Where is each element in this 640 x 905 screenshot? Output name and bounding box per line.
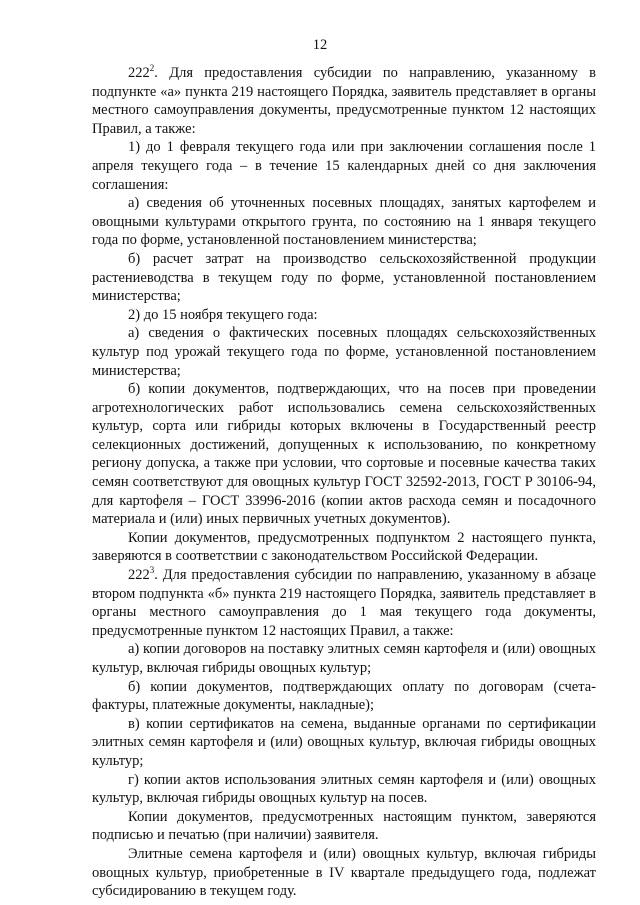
section-number: 222 bbox=[128, 65, 150, 81]
section-intro bbox=[92, 566, 596, 640]
list-item: а) копии договоров на поставку элитных семян картофеля и (или) овощных культур, включая гибриды овощных культур; bbox=[92, 641, 596, 676]
section-number-superscript: 3 bbox=[149, 565, 155, 576]
closing-paragraph: Копии документов, предусмотренных настоящим пунктом, заверяются подписью и печатью (при наличии) заявителя. bbox=[92, 808, 596, 844]
list-item: б) копии документов, подтверждающих оплату по договорам (счета-фактуры, платежные документы, накладные); bbox=[92, 678, 596, 714]
section-number-superscript: 2 bbox=[149, 63, 155, 73]
list-item: в) копии сертификатов на семена, выданные органами по сертификации элитных семян картофеля и (или) овощных культур, включая гибриды овощных культур; bbox=[92, 715, 596, 769]
list-item: а) сведения об уточненных посевных площадях, занятых картофелем и овощными культурами открытого грунта, по состоянию на 1 января текущего года по форме, установленной постановлением министерства; bbox=[92, 195, 596, 249]
section-intro bbox=[92, 64, 596, 138]
list-item: б) расчет затрат на производство сельскохозяйственной продукции растениеводства в текущем году по форме, установленной постановлением министерства; bbox=[92, 250, 596, 305]
section-intro-text: . Для предоставления субсидии по направлению, указанному в абзаце втором подпункта «б» пункта 219 настоящего Порядка, заявитель представляет в органы местного самоуправления до 1 мая текущего года документы, предусмотренные пунктом 12 настоящих Правил, а также: bbox=[92, 567, 596, 639]
closing-paragraph: Элитные семена картофеля и (или) овощных культур, включая гибриды овощных культур, приобретенные в IV квартале предыдущего года, подлежат субсидированию в текущем году. bbox=[92, 845, 596, 900]
section-number: 222 bbox=[128, 567, 150, 584]
section-222-3 bbox=[92, 566, 596, 901]
list-item: г) копии актов использования элитных семян картофеля и (или) овощных культур, включая гибриды овощных культур на посев. bbox=[92, 771, 596, 807]
document-body bbox=[92, 64, 596, 901]
section-222-2 bbox=[92, 64, 596, 566]
list-item: б) копии документов, подтверждающих, что на посев при проведении агротехнологических работ использовались семена сельскохозяйственных культур, сорта или гибриды которых включены в Государственный реестр селекционных достижений, допущенных к использованию, по конкретному региону допуска, а также при условии, что сортовые и посевные качества таких семян соответствуют для овощных культур ГОСТ 32592-2013, ГОСТ Р 30106-94, для картофеля – ГОСТ 33996-2016 (копии актов расхода семян и посадочного материала и (или) иных первичных учетных документов). bbox=[92, 381, 596, 528]
list-item: 1) до 1 февраля текущего года или при заключении соглашения после 1 апреля текущего года – в течение 15 календарных дней со дня заключения соглашения: bbox=[92, 139, 596, 193]
closing-paragraph: Копии документов, предусмотренных подпунктом 2 настоящего пункта, заверяются в соответствии с законодательством Российской Федерации. bbox=[92, 529, 596, 565]
section-intro-text: . Для предоставления субсидии по направлению, указанному в подпункте «а» пункта 219 настоящего Порядка, заявитель представляет в органы местного самоуправления документы, предусмотренные пунктом 12 настоящих Правил, а также: bbox=[92, 65, 596, 137]
list-item: а) сведения о фактических посевных площадях сельскохозяйственных культур под урожай текущего года по форме, установленной постановлением министерства; bbox=[92, 325, 596, 379]
list-item: 2) до 15 ноября текущего года: bbox=[128, 306, 318, 323]
page-number: 12 bbox=[312, 37, 328, 53]
